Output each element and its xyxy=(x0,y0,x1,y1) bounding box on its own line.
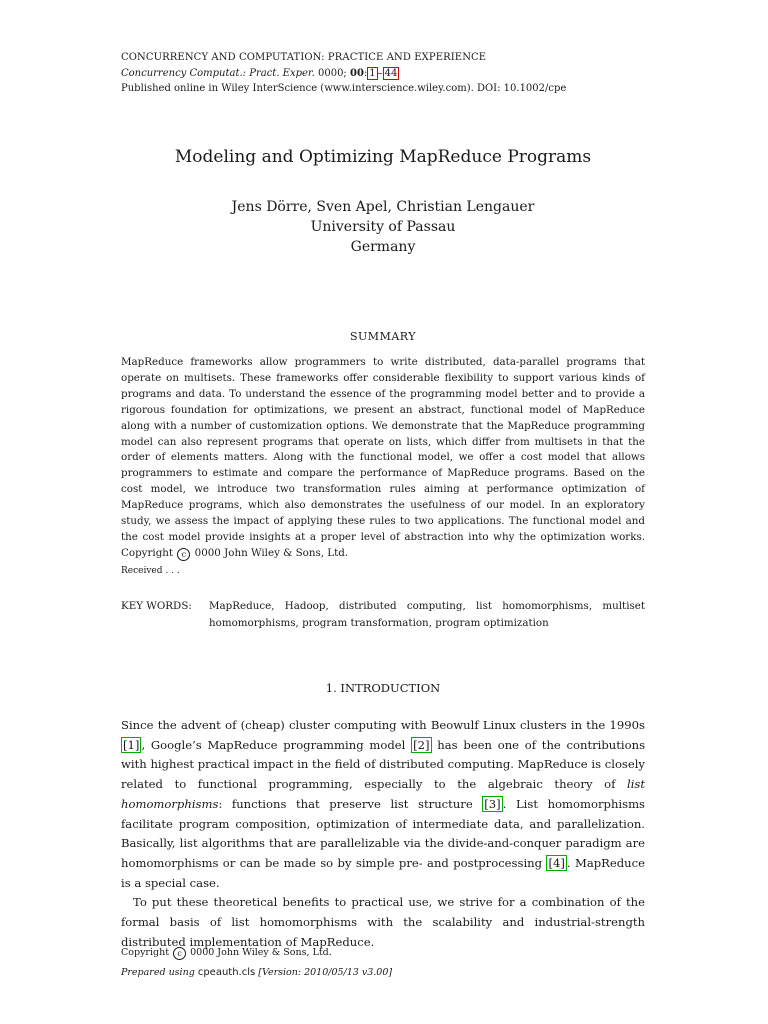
footer-class-file: cpeauth.cls xyxy=(197,967,256,978)
abstract-copyright: 0000 John Wiley & Sons, Ltd. xyxy=(194,546,349,559)
page-start-link[interactable]: 1 xyxy=(369,68,376,79)
citation-link-3[interactable]: [3] xyxy=(484,796,501,811)
citation-colon: : xyxy=(363,68,368,79)
footer-copyright-tail: 0000 John Wiley & Sons, Ltd. xyxy=(190,947,332,958)
copyright-symbol: c xyxy=(177,548,190,561)
emphasis-list-homomorphisms: list homomorphisms xyxy=(121,777,646,811)
introduction-body xyxy=(121,716,645,952)
paper-title: Modeling and Optimizing MapReduce Programs xyxy=(174,147,592,167)
footer-copyright-label: Copyright xyxy=(121,947,170,958)
footer-version: [Version: 2010/05/13 v3.00] xyxy=(258,967,393,978)
keywords-label: KEY WORDS: xyxy=(121,600,192,612)
intro-text: has been one of the contributions with highest practical impact in the field of distributed computing. MapReduce is closely related to functional programming, especially to the algebraic theory of xyxy=(121,737,646,792)
footer-copyright xyxy=(121,947,332,960)
intro-text: . MapReduce is a special case. xyxy=(121,855,645,890)
citation-year: 0000; xyxy=(317,68,347,79)
author-country: Germany xyxy=(350,239,416,255)
abstract-body: MapReduce frameworks allow programmers to write distributed, data-parallel programs that operate on multisets. These frameworks offer considerable flexibility to support various kinds of programs and data. To understand the essence of the programming model better and to provide a rigorous foundation for optimizations, we present an abstract, functional model of MapReduce along with a number of customization options. We demonstrate that the MapReduce programming model can also represent programs that operate on lists, which differ from multisets in that the order of elements matters. Along with the functional model, we offer a cost model that allows programmers to estimate and compare the performance of MapReduce programs. Based on the cost model, we introduce two transformation rules aiming at performance optimization of MapReduce programs, which also demonstrates the usefulness of our model. In an exploratory study, we assess the impact of applying these rules to two applications. The functional model and the cost model provide insights at a proper level of abstraction into why the optimization works. Copyright xyxy=(121,356,645,559)
citation-dash: – xyxy=(377,68,383,79)
published-online: Published online in Wiley InterScience (www.interscience.wiley.com). DOI: 10.1002/cpe xyxy=(121,83,567,94)
intro-text: . List homomorphisms facilitate program composition, optimization of intermediate data, and parallelization. Basically, list algorithms that are parallelizable via the divide-and-conquer paradigm are homomorphisms or can be made so by simple pre- and postprocessing xyxy=(121,796,646,870)
citation-volume: 00 xyxy=(350,68,364,79)
footer-copyright-symbol: c xyxy=(173,947,186,960)
intro-text: , Google’s MapReduce programming model xyxy=(141,737,406,752)
journal-name: CONCURRENCY AND COMPUTATION: PRACTICE AND EXPERIENCE xyxy=(121,52,487,63)
citation-link-1[interactable]: [1] xyxy=(123,737,140,752)
intro-text: : functions that preserve list structure xyxy=(218,796,473,811)
author-block xyxy=(121,197,645,257)
summary-heading: SUMMARY xyxy=(350,330,416,343)
intro-text: Since the advent of (cheap) cluster computing with Beowulf Linux clusters in the 1990s xyxy=(121,718,645,732)
author-affiliation: University of Passau xyxy=(310,219,456,235)
footer-prepared-label: Prepared using xyxy=(121,967,195,978)
page-end-link[interactable]: 44 xyxy=(384,68,398,79)
abstract-text xyxy=(121,355,645,562)
intro-paragraph-1 xyxy=(121,716,645,893)
citation-journal: Concurrency Computat.: Pract. Exper. xyxy=(121,68,315,79)
section-heading-introduction: 1. INTRODUCTION xyxy=(325,681,441,695)
received-line: Received . . . xyxy=(121,566,180,576)
journal-citation xyxy=(121,66,399,82)
citation-link-4[interactable]: [4] xyxy=(548,855,565,870)
footer-prepared xyxy=(121,967,392,978)
author-names: Jens Dörre, Sven Apel, Christian Lengauer xyxy=(231,199,535,215)
keywords-text: MapReduce, Hadoop, distributed computing, list homomorphisms, multiset homomorphisms, program transformation, program optimization xyxy=(209,600,645,629)
intro-paragraph-2: To put these theoretical benefits to practical use, we strive for a combination of the formal basis of list homomorphisms with the scalability and industrial-strength distributed implementation of MapReduce. xyxy=(121,895,645,949)
citation-link-2[interactable]: [2] xyxy=(413,737,430,752)
